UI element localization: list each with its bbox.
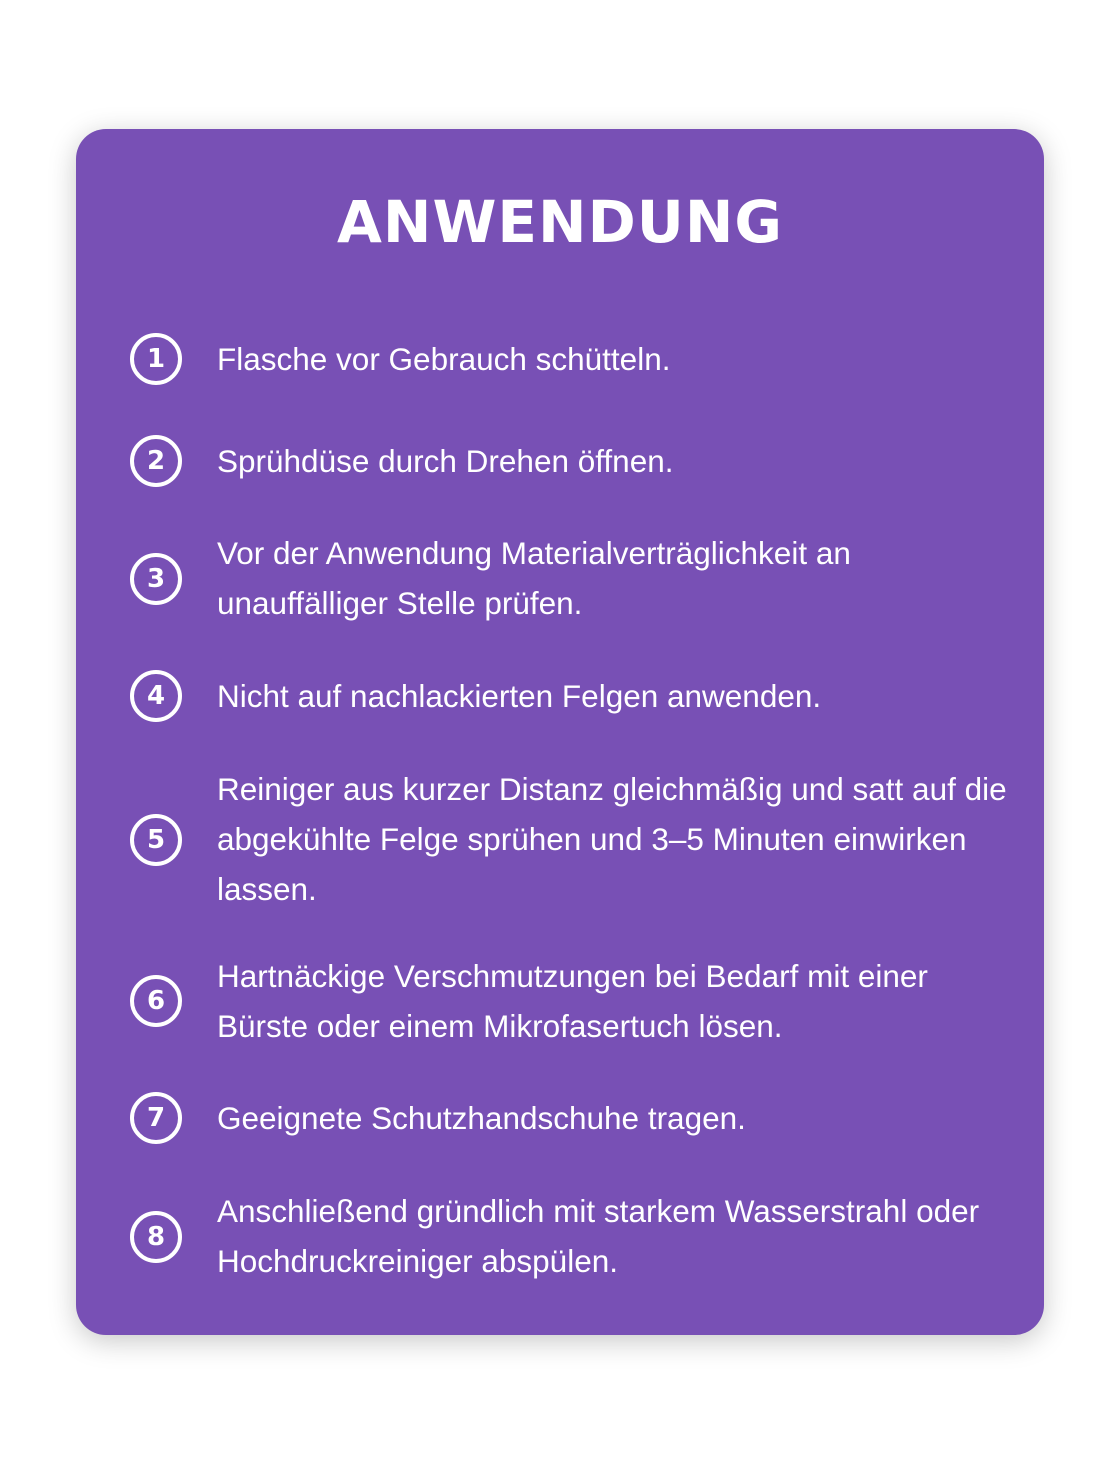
step-text: Flasche vor Gebrauch schütteln. [217, 341, 671, 377]
step-5 [76, 764, 1044, 914]
step-number-badge: 7 [130, 1092, 182, 1144]
step-number-badge: 4 [130, 670, 182, 722]
step-text: Anschließend gründlich mit starkem Wasserstrahl oder Hochdruckreiniger abspülen. [217, 1193, 980, 1279]
step-text: Sprühdüse durch Drehen öffnen. [217, 443, 674, 479]
step-number-badge: 1 [130, 333, 182, 385]
step-6 [76, 951, 1044, 1051]
step-text: Nicht auf nachlackierten Felgen anwenden. [217, 678, 822, 714]
step-1 [76, 334, 1044, 384]
step-number-badge: 3 [130, 553, 182, 605]
step-number-badge: 5 [130, 814, 182, 866]
step-text: Geeignete Schutzhandschuhe tragen. [217, 1100, 746, 1136]
step-text: Hartnäckige Verschmutzungen bei Bedarf mit einer Bürste oder einem Mikrofasertuch lösen. [217, 958, 928, 1044]
step-number-badge: 8 [130, 1211, 182, 1263]
step-3 [76, 528, 1044, 628]
card-title: ANWENDUNG [337, 188, 783, 256]
instructions-card [76, 129, 1044, 1335]
step-4 [76, 671, 1044, 721]
step-2 [76, 436, 1044, 486]
step-7 [76, 1093, 1044, 1143]
step-8 [76, 1186, 1044, 1286]
step-text: Reiniger aus kurzer Distanz gleichmäßig und satt auf die abgekühlte Felge sprühen und 3–5 Minuten einwirken lassen. [217, 771, 1007, 907]
step-text: Vor der Anwendung Materialverträglichkeit an unauffälliger Stelle prüfen. [217, 535, 851, 621]
step-number-badge: 6 [130, 975, 182, 1027]
step-number-badge: 2 [130, 435, 182, 487]
